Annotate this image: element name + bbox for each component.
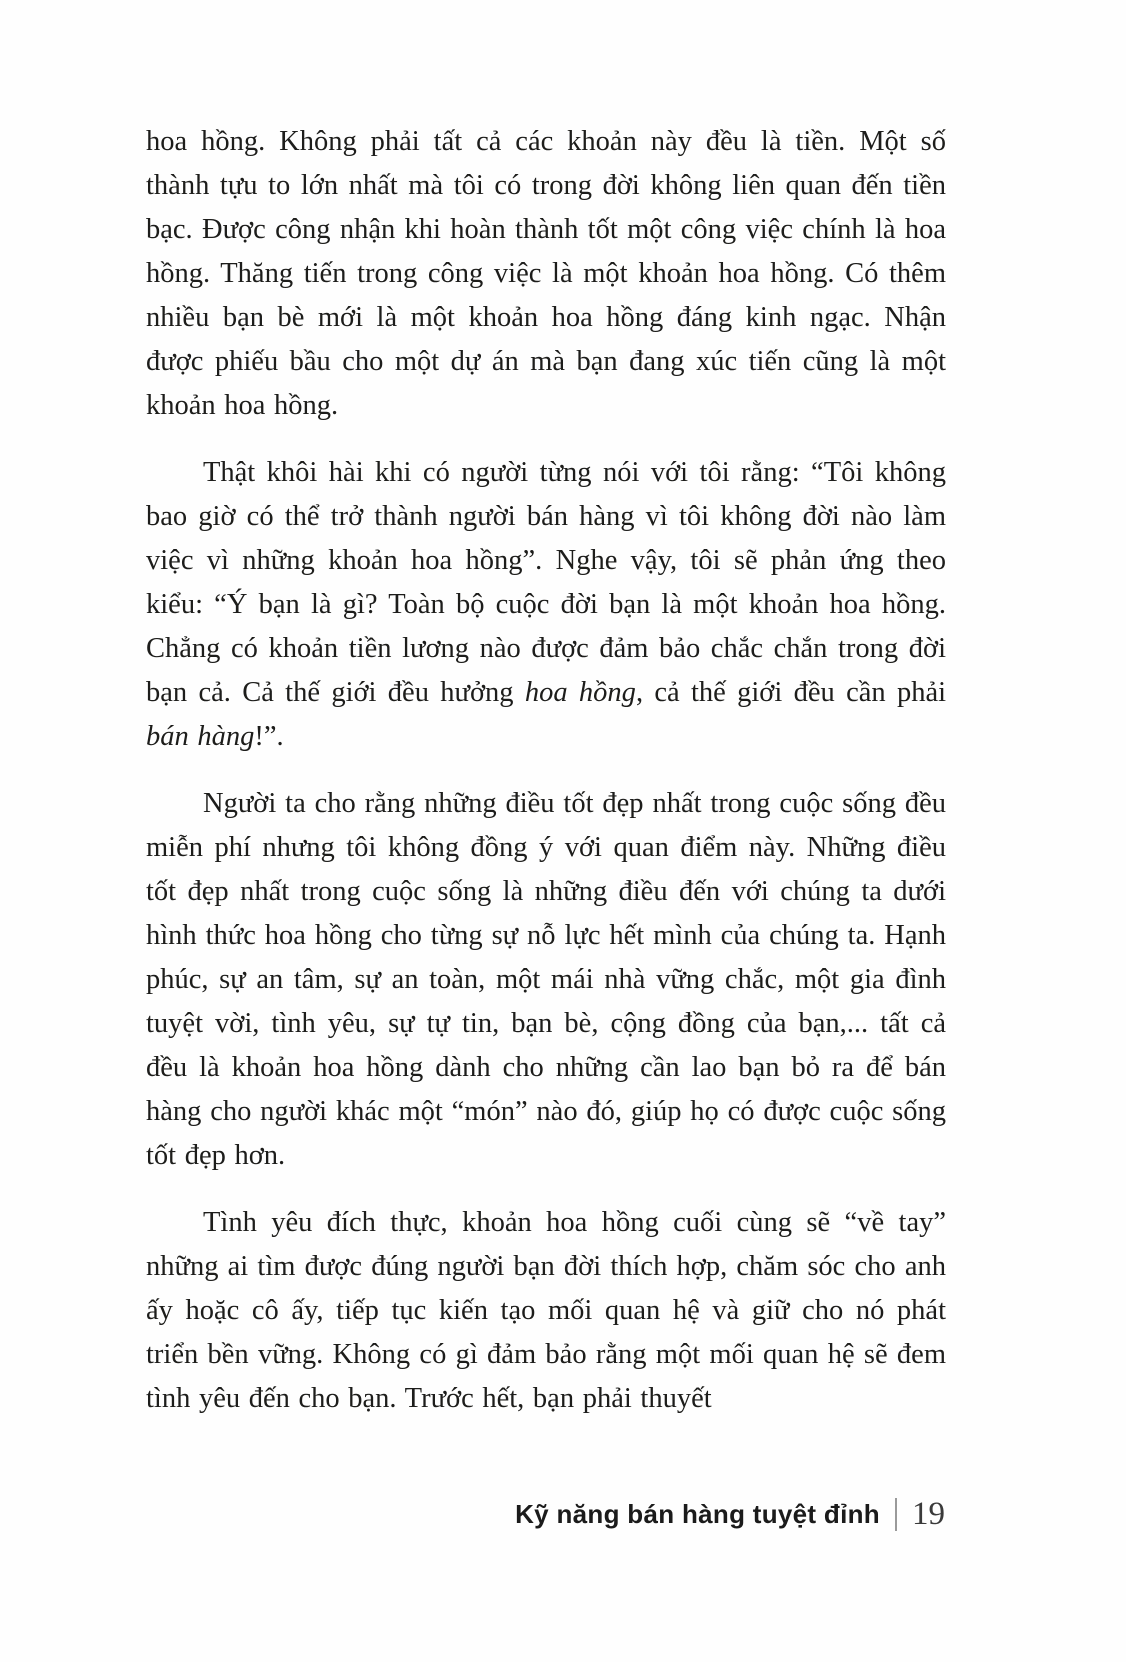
paragraph-text: hoa hồng. Không phải tất cả các khoản này đều là tiền. Một số thành tựu to lớn nhất mà tôi có trong đời không liên quan đến tiền bạc. Được công nhận khi hoàn thành tốt một công việc chính là hoa hồng. Thăng tiến trong công việc là một khoản hoa hồng. Có thêm nhiều bạn bè mới là một khoản hoa hồng đáng kinh ngạc. Nhận được phiếu bầu cho một dự án mà bạn đang xúc tiến cũng là một khoản hoa hồng. xyxy=(146,126,946,421)
paragraph xyxy=(146,1201,946,1421)
paragraph-text: Thật khôi hài khi có người từng nói với tôi rằng: “Tôi không bao giờ có thể trở thành người bán hàng vì tôi không đời nào làm việc vì những khoản hoa hồng”. Nghe vậy, tôi sẽ phản ứng theo kiểu: “Ý bạn là gì? Toàn bộ cuộc đời bạn là một khoản hoa hồng. Chẳng có khoản tiền lương nào được đảm bảo chắc chắn trong đời bạn cả. Cả thế giới đều hưởng xyxy=(146,457,946,708)
page-footer xyxy=(515,1496,945,1533)
paragraph-text: Tình yêu đích thực, khoản hoa hồng cuối cùng sẽ “về tay” những ai tìm được đúng người bạn đời thích hợp, chăm sóc cho anh ấy hoặc cô ấy, tiếp tục kiến tạo mối quan hệ và giữ cho nó phát triển bền vững. Không có gì đảm bảo rằng một mối quan hệ sẽ đem tình yêu đến cho bạn. Trước hết, bạn phải thuyết xyxy=(146,1207,946,1414)
paragraph-text: , cả thế giới đều cần phải xyxy=(635,677,947,708)
page-body-text xyxy=(146,120,946,1444)
paragraph xyxy=(146,451,946,759)
paragraph-text-italic: bán hàng xyxy=(146,721,255,752)
paragraph-text-italic: hoa hồng xyxy=(524,677,636,708)
paragraph-text: !”. xyxy=(254,721,284,752)
paragraph-text: Người ta cho rằng những điều tốt đẹp nhất trong cuộc sống đều miễn phí nhưng tôi không đồng ý với quan điểm này. Những điều tốt đẹp nhất trong cuộc sống là những điều đến với chúng ta dưới hình thức hoa hồng cho từng sự nỗ lực hết mình của chúng ta. Hạnh phúc, sự an tâm, sự an toàn, một mái nhà vững chắc, một gia đình tuyệt vời, tình yêu, sự tự tin, bạn bè, cộng đồng của bạn,... tất cả đều là khoản hoa hồng dành cho những cần lao bạn bỏ ra để bán hàng cho người khác một “món” nào đó, giúp họ có được cuộc sống tốt đẹp hơn. xyxy=(146,788,946,1171)
paragraph xyxy=(146,120,946,428)
running-footer-book-title: Kỹ năng bán hàng tuyệt đỉnh xyxy=(515,1499,880,1529)
footer-divider xyxy=(895,1498,897,1531)
paragraph xyxy=(146,782,946,1178)
page-number: 19 xyxy=(912,1496,945,1532)
